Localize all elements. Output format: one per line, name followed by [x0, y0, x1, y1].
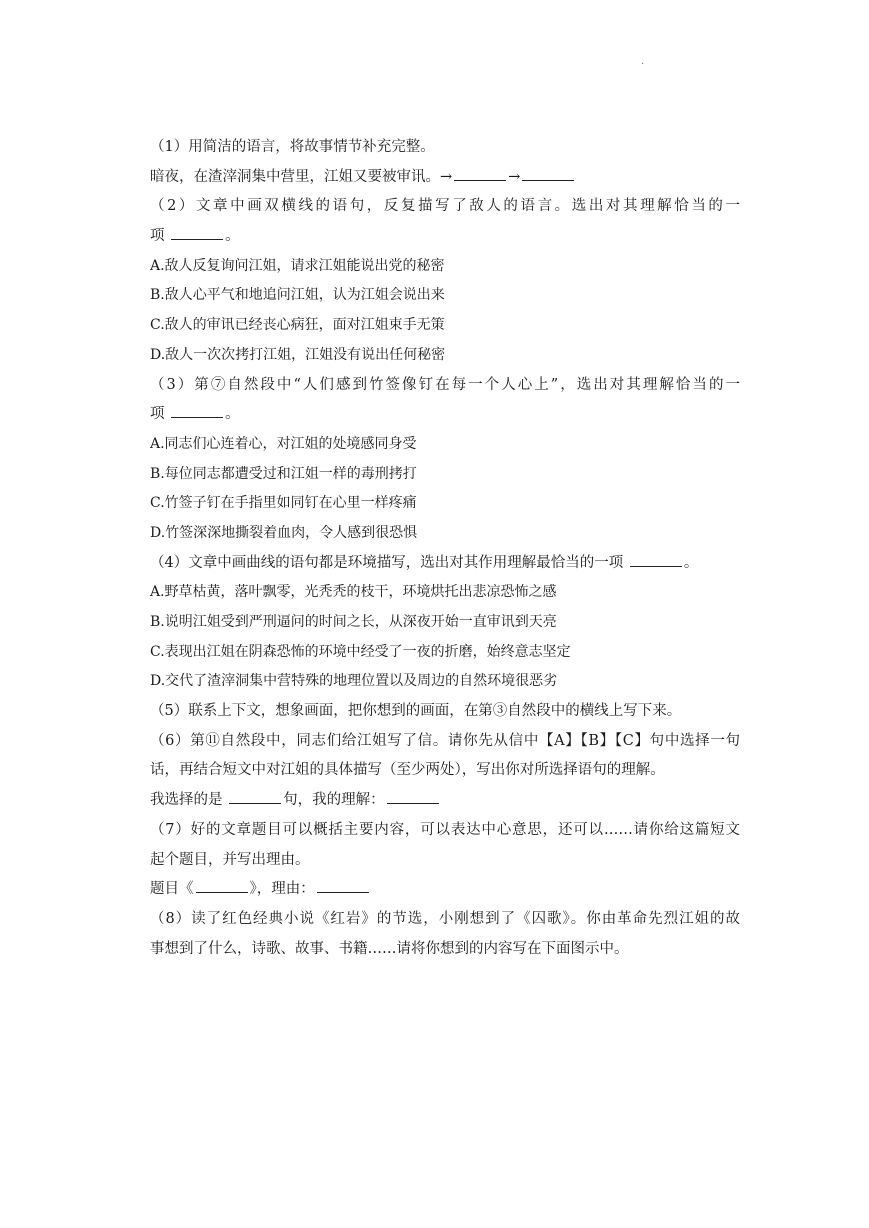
- q1-blank-2[interactable]: [522, 179, 574, 181]
- q2-answer-blank[interactable]: [171, 238, 223, 240]
- q7-answer-line: [150, 875, 740, 905]
- q1-answer-line: [150, 163, 740, 193]
- q3-prompt-line2: [150, 400, 740, 430]
- q2-option-b: B.敌人心平气和地追问江姐，认为江姐会说出来: [150, 287, 445, 304]
- q2-prompt-item: 项: [150, 228, 165, 245]
- q2-option-a: A.敌人反复询问江姐，请求江姐能说出党的秘密: [150, 257, 445, 274]
- q3-answer-blank[interactable]: [171, 416, 223, 418]
- q6-answer-line: [150, 786, 740, 816]
- q1-blank-1[interactable]: [454, 179, 506, 181]
- q6-answer-label-b: 句，我的理解：: [283, 792, 385, 809]
- q7-prompt-line1: （7）好的文章题目可以概括主要内容，可以表达中心意思，还可以……请你给这篇短文: [150, 821, 740, 838]
- q5-prompt: （5）联系上下文，想象画面，把你想到的画面，在第③自然段中的横线上写下来。: [150, 703, 682, 720]
- q6-choice-blank[interactable]: [229, 802, 281, 804]
- q3-option-a: A.同志们心连着心，对江姐的处境感同身受: [150, 435, 417, 452]
- q4-answer-blank[interactable]: [630, 565, 682, 567]
- corner-mark: .: [641, 56, 645, 67]
- q3-prompt-item: 项: [150, 406, 165, 423]
- q8-prompt-line2: 事想到了什么，诗歌、故事、书籍……请将你想到的内容写在下面图示中。: [150, 940, 629, 957]
- q3-option-b: B.每位同志都遭受过和江姐一样的毒刑拷打: [150, 465, 417, 482]
- q2-option-c: C.敌人的审讯已经丧心病狂，面对江姐束手无策: [150, 317, 445, 334]
- q6-answer-label-a: 我选择的是: [150, 792, 223, 809]
- q4-prompt-line: [150, 549, 740, 579]
- q2-option-d: D.敌人一次次拷打江姐，江姐没有说出任何秘密: [150, 346, 446, 363]
- q8-prompt-line1: （8）读了红色经典小说《红岩》的节选，小刚想到了《囚歌》。你由革命先烈江姐的故: [150, 910, 740, 927]
- q3-prompt-end: 。: [225, 406, 240, 423]
- q6-prompt-line2: 话，再结合短文中对江姐的具体描写（至少两处），写出你对所选择语句的理解。: [150, 762, 665, 779]
- q3-option-c: C.竹签子钉在手指里如同钉在心里一样疼痛: [150, 495, 417, 512]
- q3-option-d: D.竹签深深地撕裂着血肉，令人感到很恐惧: [150, 524, 418, 541]
- q2-prompt-line1: （2）文章中画双横线的语句，反复描写了敌人的语言。选出对其理解恰当的一: [150, 198, 740, 215]
- q1-prompt: （1）用简洁的语言，将故事情节补充完整。: [150, 139, 435, 155]
- q7-title-blank[interactable]: [196, 891, 248, 893]
- q4-option-d: D.交代了渣滓洞集中营特殊的地理位置以及周边的自然环境很恶劣: [150, 673, 558, 690]
- q2-prompt-line2: [150, 222, 740, 252]
- question-list: [150, 133, 740, 964]
- q4-option-b: B.说明江姐受到严刑逼问的时间之长，从深夜开始一直审讯到天亮: [150, 614, 557, 630]
- q2-prompt-end: 。: [225, 228, 240, 245]
- q4-prompt: （4）文章中画曲线的语句都是环境描写，选出对其作用理解最恰当的一项: [150, 554, 624, 571]
- q4-option-c: C.表现出江姐在阴森恐怖的环境中经受了一夜的折磨，始终意志坚定: [150, 643, 571, 660]
- q4-prompt-end: 。: [683, 554, 699, 571]
- q6-prompt-line1: （6）第⑪自然段中，同志们给江姐写了信。请你先从信中【A】【B】【C】句中选择一句: [150, 732, 740, 749]
- q7-answer-label-a: 题目《: [150, 881, 194, 898]
- q7-prompt-line2: 起个题目，并写出理由。: [150, 851, 310, 868]
- q7-answer-label-b: 》，理由：: [249, 881, 315, 898]
- q4-option-a: A.野草枯黄，落叶飘零，光秃秃的枝干，环境烘托出悲凉恐怖之感: [150, 584, 557, 601]
- q1-line-start: 暗夜，在渣滓洞集中营里，江姐又要被审讯。→: [150, 168, 453, 185]
- q3-prompt-line1: （3）第⑦自然段中“人们感到竹签像钉在每一个人心上”，选出对其理解恰当的一: [150, 376, 740, 393]
- q7-reason-blank[interactable]: [317, 891, 369, 893]
- q6-understanding-blank[interactable]: [387, 802, 439, 804]
- q1-arrow: →: [508, 168, 521, 185]
